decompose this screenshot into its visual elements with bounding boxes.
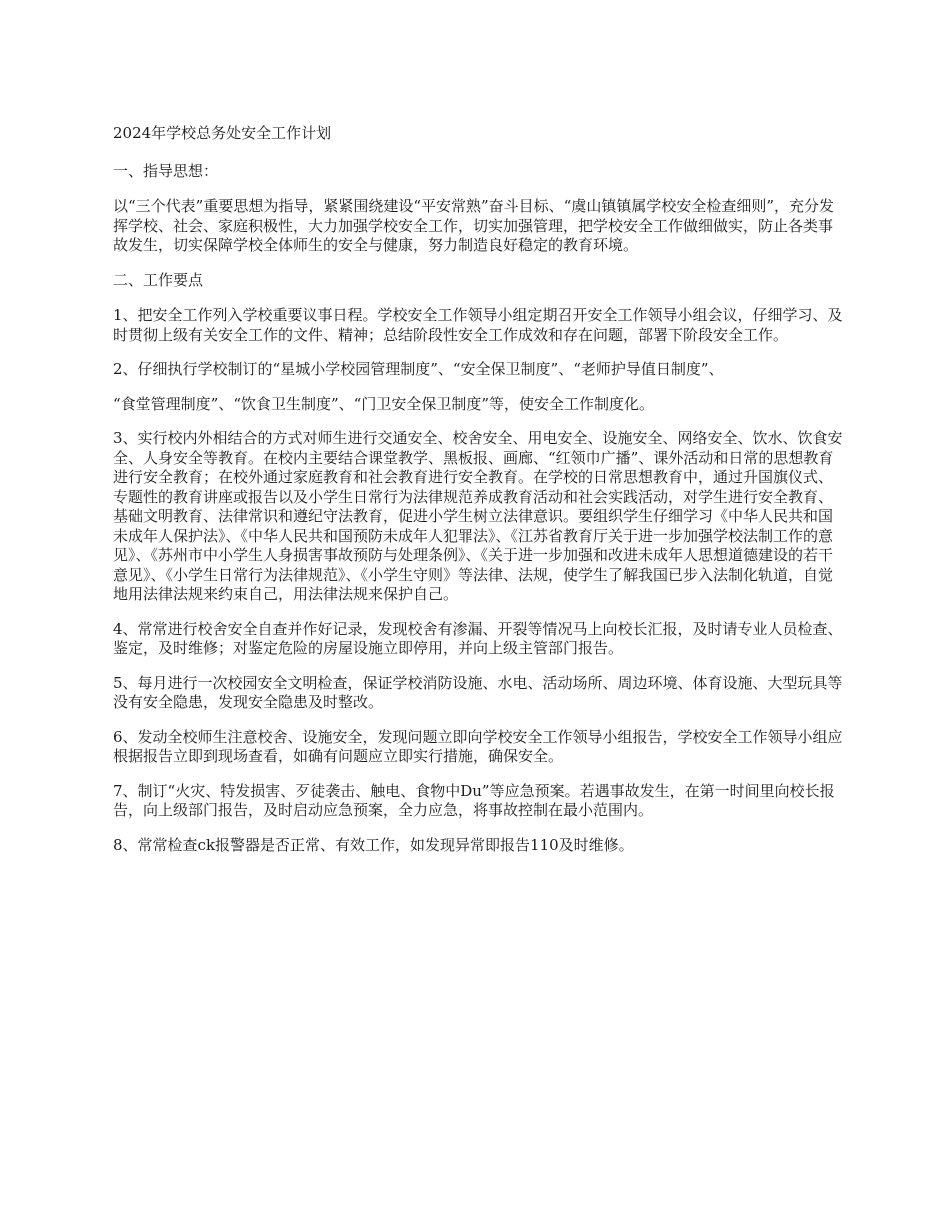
work-item-6: 6、发动全校师生注意校舍、设施安全，发现问题立即向学校安全工作领导小组报告，学校安全工作领导小组应根据报告立即到现场查看，如确有问题应立即实行措施，确保安全。 bbox=[113, 727, 843, 765]
work-item-3: 3、实行校内外相结合的方式对师生进行交通安全、校舍安全、用电安全、设施安全、网络安全、饮水、饮食安全、人身安全等教育。在校内主要结合课堂教学、黑板报、画廊、“红领巾广播”、课外活动和日常的思想教育进行安全教育；在校外通过家庭教育和社会教育进行安全教育。在学校的日常思想教育中，通过升国旗仪式、专题性的教育讲座或报告以及小学生日常行为法律规范养成教育活动和社会实践活动，对学生进行安全教育、基础文明教育、法律常识和遵纪守法教育，促进小学生树立法律意识。要组织学生仔细学习《中华人民共和国未成年人保护法》、《中华人民共和国预防未成年人犯罪法》、《江苏省教育厅关于进一步加强学校法制工作的意见》、《苏州市中小学生人身损害事故预防与处理条例》、《关于进一步加强和改进未成年人思想道德建设的若干意见》、《小学生日常行为法律规范》、《小学生守则》等法律、法规，使学生了解我国已步入法制化轨道，自觉地用法律法规来约束自己，用法律法规来保护自己。 bbox=[113, 429, 843, 603]
work-item-2-continued: “食堂管理制度”、“饮食卫生制度”、“门卫安全保卫制度”等，使安全工作制度化。 bbox=[113, 394, 655, 413]
section-heading-work-points: 二、工作要点 bbox=[113, 270, 204, 289]
work-item-7: 7、制订“火灾、特发损害、歹徒袭击、触电、食物中Du”等应急预案。若遇事故发生，在第一时间里向校长报告，向上级部门报告，及时启动应急预案，全力应急，将事故控制在最小范围内。 bbox=[113, 781, 835, 819]
work-item-2: 2、仔细执行学校制订的“星城小学校园管理制度”、“安全保卫制度”、“老师护导值日制度”、 bbox=[113, 360, 724, 378]
document-page bbox=[113, 124, 843, 870]
work-item-8: 8、常常检查ck报警器是否正常、有效工作，如发现异常即报告110及时维修。 bbox=[113, 835, 634, 854]
work-item-4: 4、常常进行校舍安全自查并作好记录，发现校舍有渗漏、开裂等情况马上向校长汇报，及时请专业人员检查、鉴定，及时维修；对鉴定危险的房屋设施立即停用，并向上级主管部门报告。 bbox=[113, 619, 843, 657]
paragraph-guiding-ideology: 以“三个代表”重要思想为指导，紧紧围绕建设“平安常熟”奋斗目标、“虞山镇镇属学校安全检查细则”，充分发挥学校、社会、家庭积极性，大力加强学校安全工作，切实加强管理，把学校安全工作做细做实，防止各类事故发生，切实保障学校全体师生的安全与健康，努力制造良好稳定的教育环境。 bbox=[113, 197, 835, 254]
document-title: 2024年学校总务处安全工作计划 bbox=[113, 124, 332, 142]
work-item-5: 5、每月进行一次校园安全文明检查，保证学校消防设施、水电、活动场所、周边环境、体育设施、大型玩具等没有安全隐患，发现安全隐患及时整改。 bbox=[113, 673, 843, 711]
work-item-1: 1、把安全工作列入学校重要议事日程。学校安全工作领导小组定期召开安全工作领导小组会议，仔细学习、及时贯彻上级有关安全工作的文件、精神；总结阶段性安全工作成效和存在问题，部署下阶段安全工作。 bbox=[113, 306, 843, 344]
section-heading-guiding-ideology: 一、指导思想： bbox=[113, 161, 219, 180]
